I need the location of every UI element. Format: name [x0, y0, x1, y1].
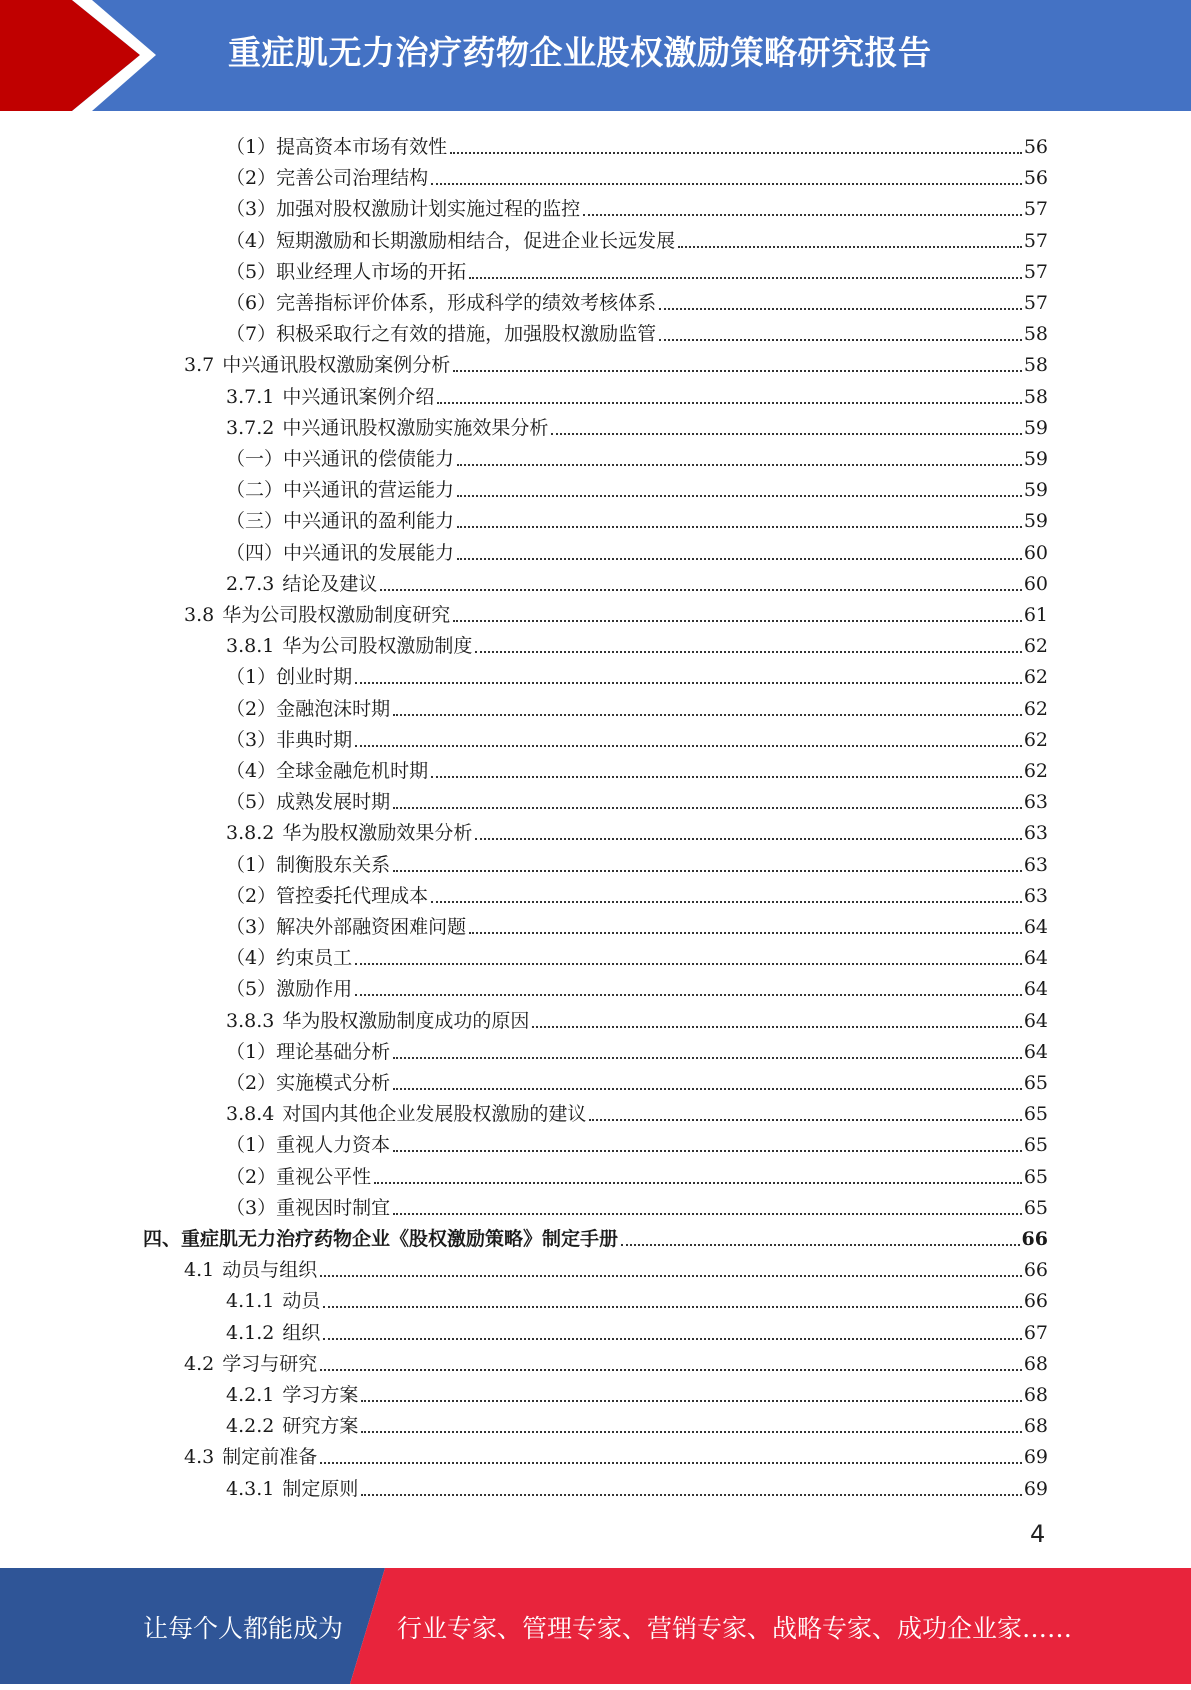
toc-entry[interactable]: [226, 1158, 1048, 1189]
toc-entry-title: 全球金融危机时期: [276, 760, 429, 782]
toc-entry-title: 动员与组织: [222, 1259, 318, 1282]
document-title: 重症肌无力治疗药物企业股权激励策略研究报告: [228, 33, 932, 72]
toc-entry-number: （1）: [226, 136, 277, 158]
toc-dot-leader: [355, 993, 1022, 996]
toc-dot-leader: [437, 401, 1021, 404]
toc-entry-title: 制衡股东关系: [276, 853, 391, 876]
toc-entry-page: 66: [1021, 1228, 1048, 1250]
toc-dot-leader: [393, 1087, 1022, 1090]
toc-entry[interactable]: [226, 128, 1048, 159]
toc-entry-number: （一）: [226, 448, 284, 470]
toc-dot-leader: [393, 1056, 1022, 1059]
toc-dot-leader: [583, 213, 1022, 216]
toc-entry-title: 学习方案: [282, 1384, 359, 1406]
toc-entry-number: （3）: [226, 1196, 277, 1219]
toc-entry[interactable]: [226, 284, 1048, 315]
toc-entry-number: 3.7.1: [226, 385, 275, 408]
toc-entry-title: 制定前准备: [222, 1446, 318, 1469]
toc-dot-leader: [551, 432, 1021, 435]
toc-entry-number: 4.3: [184, 1446, 215, 1469]
toc-dot-leader: [457, 463, 1022, 466]
toc-dot-leader: [361, 1399, 1021, 1402]
toc-entry-title: 金融泡沫时期: [276, 697, 391, 720]
toc-entry[interactable]: [226, 721, 1048, 752]
toc-dot-leader: [320, 1461, 1022, 1464]
toc-entry-number: 4.2.2: [226, 1415, 275, 1438]
toc-entry-page: 56: [1023, 167, 1048, 190]
page-footer: [0, 1568, 1191, 1684]
toc-dot-leader: [659, 338, 1022, 341]
toc-entry[interactable]: [143, 1220, 1048, 1251]
toc-entry-title: 重视因时制宜: [276, 1196, 391, 1219]
toc-entry-page: 59: [1023, 479, 1048, 502]
toc-entry[interactable]: [226, 502, 1048, 533]
footer-slogan-right: 行业专家、管理专家、营销专家、战略专家、成功企业家……: [397, 1614, 1073, 1643]
toc-entry-title: 理论基础分析: [276, 1040, 391, 1063]
toc-entry-title: 华为公司股权激励制度研究: [222, 604, 451, 626]
toc-dot-leader: [450, 151, 1022, 154]
toc-entry-page: 65: [1023, 1196, 1048, 1219]
toc-entry-title: 解决外部融资困难问题: [276, 916, 467, 938]
toc-entry-number: （二）: [226, 479, 284, 502]
toc-entry-number: （6）: [226, 292, 277, 314]
toc-entry-number: 4.1: [184, 1259, 215, 1282]
toc-dot-leader: [393, 806, 1022, 809]
toc-entry[interactable]: [226, 1033, 1048, 1064]
toc-entry-number: 4.2.1: [226, 1384, 275, 1406]
toc-entry[interactable]: [226, 658, 1048, 689]
toc-entry-page: 56: [1023, 136, 1048, 158]
toc-entry-title: 华为公司股权激励制度: [282, 635, 473, 658]
toc-entry-page: 62: [1023, 635, 1048, 658]
toc-entry-page: 62: [1023, 697, 1048, 720]
toc-dot-leader: [475, 650, 1021, 653]
toc-entry[interactable]: [226, 752, 1048, 783]
toc-entry-number: （5）: [226, 978, 277, 1001]
toc-entry[interactable]: [226, 877, 1048, 908]
toc-entry[interactable]: [226, 846, 1048, 877]
toc-entry[interactable]: [226, 253, 1048, 284]
toc-entry[interactable]: [226, 534, 1048, 565]
toc-entry-title: 中兴通讯的盈利能力: [283, 510, 455, 533]
toc-entry[interactable]: [226, 1189, 1048, 1220]
toc-entry[interactable]: [226, 1314, 1048, 1345]
toc-entry-page: 68: [1023, 1415, 1048, 1438]
toc-entry[interactable]: [226, 222, 1048, 253]
toc-entry[interactable]: [184, 1438, 1048, 1469]
toc-dot-leader: [374, 1181, 1022, 1184]
toc-entry-page: 58: [1023, 354, 1048, 377]
toc-dot-leader: [532, 1025, 1021, 1028]
toc-dot-leader: [453, 619, 1022, 622]
toc-entry-page: 65: [1023, 1072, 1048, 1094]
toc-dot-leader: [320, 1368, 1022, 1371]
toc-dot-leader: [469, 276, 1022, 279]
toc-dot-leader: [457, 557, 1022, 560]
toc-entry-title: 成熟发展时期: [276, 791, 391, 814]
toc-entry-page: 59: [1023, 448, 1048, 470]
toc-entry[interactable]: [226, 1376, 1048, 1407]
toc-entry-number: （四）: [226, 541, 284, 564]
toc-dot-leader: [431, 900, 1022, 903]
toc-entry[interactable]: [184, 346, 1048, 377]
toc-entry-number: （5）: [226, 260, 277, 283]
toc-entry-page: 69: [1023, 1477, 1048, 1500]
toc-entry-page: 62: [1023, 728, 1048, 751]
toc-entry[interactable]: [226, 1282, 1048, 1313]
toc-dot-leader: [355, 744, 1022, 747]
toc-entry-page: 64: [1023, 1040, 1048, 1063]
toc-entry-title: 中兴通讯案例介绍: [282, 385, 435, 408]
toc-entry-page: 65: [1023, 1165, 1048, 1188]
toc-entry-number: （1）: [226, 853, 277, 876]
toc-dot-leader: [659, 307, 1022, 310]
footer-slogan-left: 让每个人都能成为: [143, 1614, 344, 1643]
toc-entry-title: 华为股权激励效果分析: [282, 822, 473, 845]
toc-dot-leader: [431, 775, 1022, 778]
toc-entry-page: 57: [1023, 292, 1048, 314]
toc-dot-leader: [323, 1305, 1021, 1308]
toc-dot-leader: [361, 1493, 1021, 1496]
toc-entry-title: 提高资本市场有效性: [276, 136, 448, 158]
toc-entry-page: 62: [1023, 760, 1048, 782]
toc-entry-title: 约束员工: [276, 947, 353, 970]
toc-dot-leader: [380, 588, 1021, 591]
toc-entry-page: 61: [1023, 604, 1048, 626]
toc-entry-page: 58: [1023, 385, 1048, 408]
toc-entry-title: 短期激励和长期激励相结合，促进企业长远发展: [276, 229, 676, 252]
toc-dot-leader: [355, 681, 1022, 684]
toc-entry-title: 华为股权激励制度成功的原因: [282, 1009, 530, 1032]
toc-entry-number: （三）: [226, 510, 284, 533]
toc-entry-page: 63: [1023, 853, 1048, 876]
toc-entry[interactable]: [184, 1251, 1048, 1282]
toc-entry-page: 59: [1023, 416, 1048, 439]
toc-entry-number: （2）: [226, 1072, 277, 1094]
toc-entry[interactable]: [226, 315, 1048, 346]
toc-entry-title: 中兴通讯的营运能力: [283, 479, 455, 502]
toc-entry[interactable]: [226, 1002, 1048, 1033]
toc-entry[interactable]: [226, 1064, 1048, 1095]
toc-entry[interactable]: [226, 814, 1048, 845]
toc-entry-page: 65: [1023, 1103, 1048, 1126]
toc-entry-number: （2）: [226, 1165, 277, 1188]
toc-dot-leader: [457, 525, 1022, 528]
toc-entry-title: 中兴通讯的发展能力: [283, 541, 455, 564]
toc-entry[interactable]: [226, 939, 1048, 970]
toc-entry-title: 实施模式分析: [276, 1072, 391, 1094]
toc-entry-number: 四、: [143, 1228, 182, 1250]
toc-entry-number: （7）: [226, 323, 277, 346]
page-number: 4: [1030, 1520, 1046, 1548]
toc-entry-page: 64: [1023, 1009, 1048, 1032]
toc-entry-title: 制定原则: [282, 1477, 359, 1500]
toc-entry[interactable]: [184, 1345, 1048, 1376]
toc-entry-number: 3.7.2: [226, 416, 275, 439]
toc-entry-page: 57: [1023, 260, 1048, 283]
toc-entry-title: 激励作用: [276, 978, 353, 1001]
toc-entry-number: （2）: [226, 697, 277, 720]
toc-entry[interactable]: [226, 970, 1048, 1001]
toc-entry-page: 60: [1023, 572, 1048, 595]
toc-entry-number: （1）: [226, 1134, 277, 1157]
toc-entry-page: 58: [1023, 323, 1048, 346]
toc-entry-number: （4）: [226, 760, 277, 782]
toc-entry-number: 3.7: [184, 354, 215, 377]
toc-entry-title: 管控委托代理成本: [276, 884, 429, 907]
toc-entry-title: 创业时期: [276, 666, 353, 689]
toc-entry-title: 中兴通讯的偿债能力: [283, 448, 455, 470]
toc-dot-leader: [475, 837, 1021, 840]
toc-entry-number: 4.1.2: [226, 1321, 275, 1344]
toc-entry-page: 60: [1023, 541, 1048, 564]
toc-dot-leader: [393, 1212, 1022, 1215]
toc-dot-leader: [393, 869, 1022, 872]
toc-entry-title: 动员: [282, 1290, 321, 1313]
toc-entry[interactable]: [226, 783, 1048, 814]
toc-entry-page: 63: [1023, 884, 1048, 907]
toc-entry-page: 57: [1023, 198, 1048, 221]
toc-dot-leader: [678, 245, 1022, 248]
toc-entry-number: （2）: [226, 884, 277, 907]
toc-entry-page: 68: [1023, 1384, 1048, 1406]
toc-entry-title: 完善指标评价体系，形成科学的绩效考核体系: [276, 292, 657, 314]
toc-entry-number: （4）: [226, 947, 277, 970]
toc-dot-leader: [393, 1149, 1022, 1152]
toc-entry[interactable]: [226, 378, 1048, 409]
toc-entry-title: 积极采取行之有效的措施，加强股权激励监管: [276, 323, 657, 346]
header-arrow-decoration: [0, 0, 160, 111]
toc-entry[interactable]: [226, 409, 1048, 440]
toc-dot-leader: [469, 931, 1022, 934]
toc-entry[interactable]: [226, 690, 1048, 721]
toc-entry-number: 3.8.2: [226, 822, 275, 845]
toc-entry-number: （3）: [226, 916, 277, 938]
toc-entry-title: 重视人力资本: [276, 1134, 391, 1157]
toc-entry[interactable]: [226, 440, 1048, 471]
toc-entry-number: 4.2: [184, 1352, 215, 1375]
toc-entry-number: （2）: [226, 167, 277, 190]
toc-entry-page: 57: [1023, 229, 1048, 252]
toc-entry-page: 63: [1023, 822, 1048, 845]
toc-dot-leader: [589, 1118, 1021, 1121]
toc-entry-page: 59: [1023, 510, 1048, 533]
toc-entry[interactable]: [226, 471, 1048, 502]
toc-entry-page: 64: [1023, 978, 1048, 1001]
toc-dot-leader: [453, 369, 1022, 372]
toc-entry-title: 组织: [282, 1321, 321, 1344]
toc-entry-page: 66: [1023, 1290, 1048, 1313]
page-header: [0, 0, 1191, 111]
toc-dot-leader: [323, 1337, 1021, 1340]
toc-entry-title: 结论及建议: [282, 572, 378, 595]
toc-entry-title: 学习与研究: [222, 1352, 318, 1375]
toc-entry-number: 4.3.1: [226, 1477, 275, 1500]
toc-entry-page: 64: [1023, 947, 1048, 970]
toc-entry-page: 66: [1023, 1259, 1048, 1282]
toc-entry-number: 3.8.1: [226, 635, 275, 658]
toc-entry-number: （3）: [226, 198, 277, 221]
toc-entry-title: 非典时期: [276, 728, 353, 751]
toc-entry-number: 3.8: [184, 604, 215, 626]
toc-entry-page: 69: [1023, 1446, 1048, 1469]
toc-dot-leader: [431, 182, 1022, 185]
toc-entry-title: 加强对股权激励计划实施过程的监控: [276, 198, 581, 221]
toc-entry-number: （1）: [226, 1040, 277, 1063]
toc-entry-title: 中兴通讯股权激励案例分析: [222, 354, 451, 377]
toc-entry[interactable]: [226, 908, 1048, 939]
toc-entry[interactable]: [226, 159, 1048, 190]
toc-entry[interactable]: [226, 1095, 1048, 1126]
toc-entry[interactable]: [226, 565, 1048, 596]
toc-entry[interactable]: [184, 596, 1048, 627]
toc-entry[interactable]: [226, 190, 1048, 221]
toc-entry-number: （5）: [226, 791, 277, 814]
toc-entry-number: 2.7.3: [226, 572, 275, 595]
toc-entry-title: 完善公司治理结构: [276, 167, 429, 190]
toc-entry-page: 62: [1023, 666, 1048, 689]
toc-dot-leader: [320, 1274, 1022, 1277]
toc-dot-leader: [393, 713, 1022, 716]
toc-entry-page: 68: [1023, 1352, 1048, 1375]
toc-entry-title: 研究方案: [282, 1415, 359, 1438]
toc-dot-leader: [621, 1243, 1020, 1246]
toc-dot-leader: [355, 962, 1022, 965]
toc-entry-page: 63: [1023, 791, 1048, 814]
toc-entry-page: 67: [1023, 1321, 1048, 1344]
toc-entry[interactable]: [226, 1470, 1048, 1501]
toc-entry-number: （1）: [226, 666, 277, 689]
toc-entry-title: 重症肌无力治疗药物企业《股权激励策略》制定手册: [181, 1228, 619, 1250]
toc-entry-number: 3.8.4: [226, 1103, 275, 1126]
toc-entry-page: 65: [1023, 1134, 1048, 1157]
toc-entry-number: （3）: [226, 728, 277, 751]
toc-entry-title: 对国内其他企业发展股权激励的建议: [282, 1103, 587, 1126]
toc-entry[interactable]: [226, 1126, 1048, 1157]
toc-entry-title: 职业经理人市场的开拓: [276, 260, 467, 283]
toc-entry[interactable]: [226, 627, 1048, 658]
toc-entry-number: 4.1.1: [226, 1290, 275, 1313]
toc-dot-leader: [361, 1430, 1021, 1433]
toc-entry-page: 64: [1023, 916, 1048, 938]
toc-entry-title: 中兴通讯股权激励实施效果分析: [282, 416, 549, 439]
toc-entry-number: 3.8.3: [226, 1009, 275, 1032]
toc-entry-title: 重视公平性: [276, 1165, 372, 1188]
toc-entry[interactable]: [226, 1407, 1048, 1438]
toc-entry-number: （4）: [226, 229, 277, 252]
toc-dot-leader: [457, 494, 1022, 497]
